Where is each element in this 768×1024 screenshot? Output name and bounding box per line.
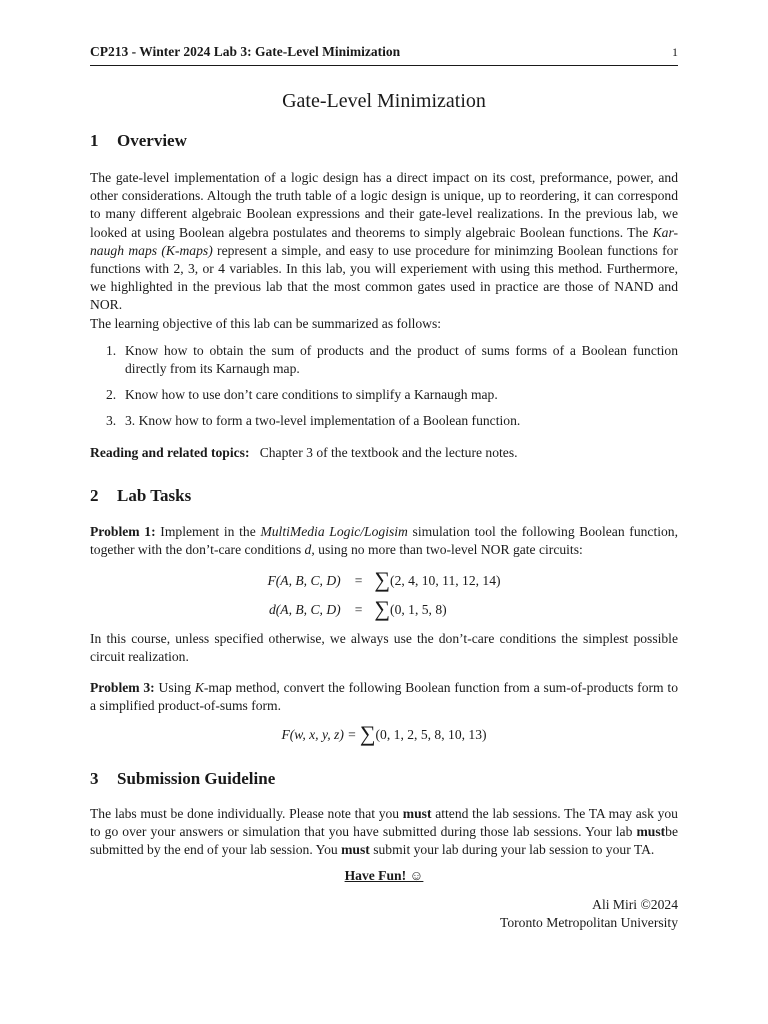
problem-3-text	[90, 679, 678, 715]
problem-1-text	[90, 523, 678, 559]
tool-name: MultiMedia Logic/Logisim	[260, 523, 408, 539]
problem-3-label: Problem 3:	[90, 679, 155, 695]
list-item	[90, 342, 678, 378]
sigma-symbol: ∑	[374, 567, 391, 593]
emphasis-must: must	[341, 842, 370, 858]
sigma-symbol: ∑	[374, 596, 391, 622]
equation-lhs: F(w, x, y, z) =	[281, 727, 357, 743]
list-number: 3.	[106, 413, 117, 429]
author-name: Ali Miri ©2024	[592, 896, 678, 912]
list-text: Know how to obtain the sum of products and the product of sums forms of a Boolean function directly from its Karnaugh map.	[125, 342, 678, 377]
problem-3-text-a: Using	[154, 679, 195, 695]
closing-line: Have Fun! ☺	[344, 867, 424, 883]
math-var-k: K	[194, 679, 204, 695]
section-heading-overview	[90, 130, 678, 152]
realization-note: In this course, unless specified otherwise, we always use the don’t-care conditions the simplest possible circuit realization.	[90, 631, 678, 665]
section-heading-submission	[90, 768, 678, 790]
submission-text-4: submit your lab during your lab session to your TA.	[369, 842, 655, 858]
objectives-list	[90, 342, 678, 431]
list-text: 3. Know how to form a two-level implementation of a Boolean function.	[125, 413, 521, 429]
equation-equals: =	[354, 601, 363, 617]
list-item	[90, 412, 678, 430]
problem-1-text-b: simulation tool the following Boolean function, together with the don’t-care conditions	[90, 523, 678, 558]
reading-label: Reading and related topics:	[90, 444, 250, 460]
equation-rhs	[374, 595, 500, 624]
problem-3-text-b: -map method, convert the following Boolean function from a sum-of-products form to a simplified product-of-sums form.	[90, 679, 678, 713]
document-body	[90, 88, 678, 932]
affiliation: Toronto Metropolitan University	[499, 915, 678, 931]
overview-paragraph	[90, 169, 678, 315]
list-number: 2.	[106, 387, 117, 403]
submission-text-2: attend the lab sessions. The TA may ask you to go over your answers or simulation that you have submitted during those lab sessions. Your lab	[90, 806, 678, 840]
dont-care-terms: (0, 1, 5, 8)	[390, 602, 447, 618]
minterms: (0, 1, 2, 5, 8, 10, 13)	[375, 727, 487, 743]
submission-text-3: be submitted by the end of your lab session. You	[90, 824, 678, 858]
objectives-intro: The learning objective of this lab can be summarized as follows:	[90, 315, 442, 331]
overview-text-a: The gate-level implementation of a logic design has a direct impact on its cost, preformance, power, and other considerations. Altough the truth table of a logic design is unique, up to reordering, it can correspond to many different algebraic Boolean expressions and their gate-level realizations. In the previous lab, we looked at using Boolean algebra postulates and theorems to simply algebraic Boolean functions. The	[90, 170, 678, 240]
equation-equals: =	[354, 572, 363, 588]
running-header	[90, 44, 678, 66]
section-title: Lab Tasks	[117, 485, 192, 505]
equation-problem-3	[90, 722, 678, 747]
signature-block	[90, 896, 678, 932]
sigma-symbol: ∑	[359, 721, 376, 747]
section-number: 1	[90, 131, 99, 150]
section-title: Overview	[117, 131, 187, 150]
kmap-term: Kar-naugh maps (K-maps)	[90, 224, 678, 258]
reading-text: Chapter 3 of the textbook and the lecture notes.	[259, 444, 518, 460]
equation-rhs	[374, 566, 500, 595]
submission-text-1: The labs must be done individually. Please note that you	[90, 806, 403, 822]
overview-text-b: represent a simple, and easy to use procedure for minimzing Boolean functions for functions with 2, 3, or 4 variables. In this lab, you will experiement with using this method. Furthermore, we highlighted in the previous lab that the most common gates used in practice are those of NAND and NOR.	[90, 242, 678, 313]
page-number: 1	[672, 45, 678, 59]
problem-1-text-c: , using no more than two-level NOR gate circuits:	[311, 542, 583, 558]
equation-row	[267, 566, 500, 595]
section-number: 2	[90, 485, 99, 505]
minterms: (2, 4, 10, 11, 12, 14)	[390, 573, 501, 589]
problem-1-label: Problem 1:	[90, 523, 156, 539]
equation-lhs: F(A, B, C, D)	[267, 572, 341, 588]
list-text: Know how to use don’t care conditions to simplify a Karnaugh map.	[125, 387, 498, 403]
equation-lhs: d(A, B, C, D)	[268, 601, 341, 617]
math-var-d: d	[304, 542, 312, 558]
problem-1-text-a: Implement in the	[155, 523, 261, 539]
document-title: Gate-Level Minimization	[282, 90, 486, 112]
emphasis-must: must	[636, 824, 666, 840]
list-item	[90, 386, 678, 404]
submission-paragraph	[90, 805, 678, 860]
section-title: Submission Guideline	[117, 769, 276, 789]
reading-line	[90, 444, 678, 462]
list-number: 1.	[106, 342, 117, 358]
equation-row	[267, 595, 500, 624]
emphasis-must: must	[402, 806, 432, 822]
section-heading-lab-tasks	[90, 485, 678, 507]
running-title: CP213 - Winter 2024 Lab 3: Gate-Level Minimization	[90, 44, 401, 59]
equation-block	[267, 566, 500, 624]
section-number: 3	[90, 769, 99, 789]
